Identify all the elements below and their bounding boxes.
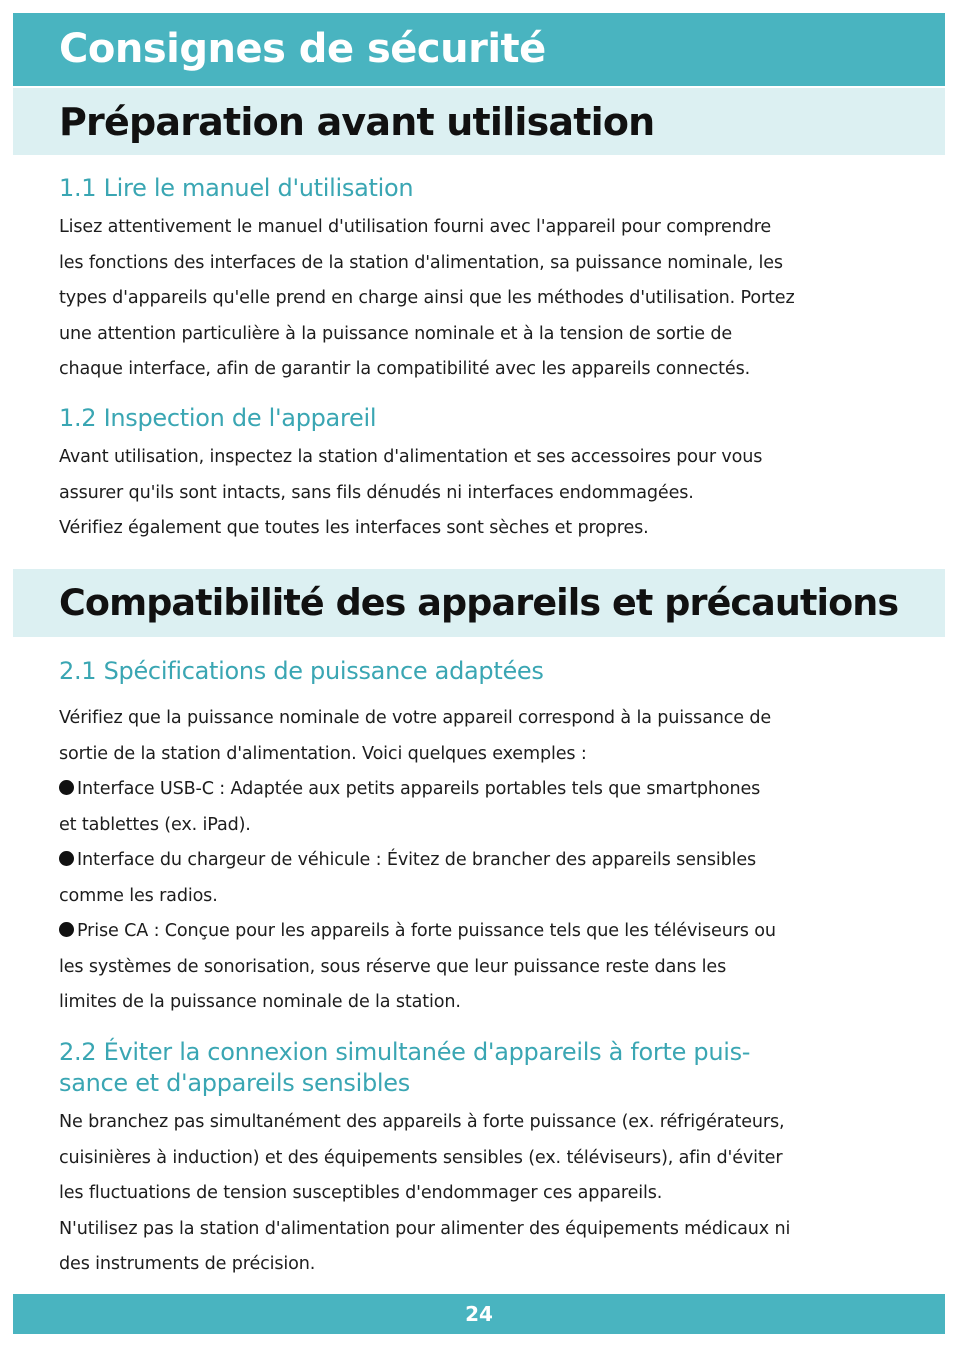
section-heading-compatibility: Compatibilité des appareils et précautions	[59, 581, 899, 624]
bullet-text: Prise CA : Conçue pour les appareils à forte puissance tels que les téléviseurs ou	[77, 921, 776, 941]
page-title: Consignes de sécurité	[59, 26, 546, 72]
text-line: et tablettes (ex. iPad).	[59, 814, 251, 835]
bullet-icon	[59, 851, 74, 866]
text-line: N'utilisez pas la station d'alimentation pour alimenter des équipements médicaux ni	[59, 1218, 791, 1239]
text-line: une attention particulière à la puissance nominale et à la tension de sortie de	[59, 323, 733, 344]
bullet-text: Interface USB-C : Adaptée aux petits appareils portables tels que smartphones	[77, 779, 761, 799]
subheading-1-1: 1.1 Lire le manuel d'utilisation	[59, 174, 414, 202]
paragraph-1-2	[59, 440, 909, 547]
section-heading-preparation: Préparation avant utilisation	[59, 100, 655, 144]
subheading-2-2-line2: sance et d'appareils sensibles	[59, 1069, 410, 1097]
page-title-bar	[13, 13, 945, 86]
section-band-compatibility	[13, 569, 945, 637]
subheading-2-2-line1: 2.2 Éviter la connexion simultanée d'appareils à forte puis-	[59, 1038, 751, 1066]
text-line: Vérifiez que la puissance nominale de votre appareil correspond à la puissance de	[59, 708, 772, 728]
bullet-text: Interface du chargeur de véhicule : Évitez de brancher des appareils sensibles	[77, 850, 757, 870]
subheading-2-1: 2.1 Spécifications de puissance adaptées	[59, 657, 544, 685]
text-line: les fluctuations de tension susceptibles d'endommager ces appareils.	[59, 1183, 663, 1203]
subheading-2-2	[59, 1037, 919, 1099]
text-line: Ne branchez pas simultanément des appareils à forte puissance (ex. réfrigérateurs,	[59, 1112, 785, 1132]
text-line: types d'appareils qu'elle prend en charge ainsi que les méthodes d'utilisation. Portez	[59, 288, 795, 308]
text-line: sortie de la station d'alimentation. Voici quelques exemples :	[59, 743, 587, 764]
text-line: Lisez attentivement le manuel d'utilisation fourni avec l'appareil pour comprendre	[59, 217, 772, 237]
bullet-icon	[59, 922, 74, 937]
text-line: des instruments de précision.	[59, 1254, 316, 1274]
subheading-1-2: 1.2 Inspection de l'appareil	[59, 404, 377, 432]
paragraph-2-2	[59, 1105, 909, 1283]
text-line: Vérifiez également que toutes les interfaces sont sèches et propres.	[59, 518, 649, 538]
bullet-icon	[59, 780, 74, 795]
section-band-preparation	[13, 88, 945, 155]
text-line: limites de la puissance nominale de la station.	[59, 992, 461, 1012]
text-line: comme les radios.	[59, 885, 218, 906]
text-line: Avant utilisation, inspectez la station d'alimentation et ses accessoires pour vous	[59, 447, 763, 467]
bullet-item-vehicle-charger	[59, 843, 909, 879]
bullet-item-usb-c	[59, 772, 909, 808]
text-line: assurer qu'ils sont intacts, sans fils dénudés ni interfaces endommagées.	[59, 482, 694, 503]
text-line: les systèmes de sonorisation, sous réserve que leur puissance reste dans les	[59, 956, 727, 977]
text-line: les fonctions des interfaces de la station d'alimentation, sa puissance nominale, les	[59, 252, 783, 273]
page-number: 24	[465, 1302, 493, 1326]
text-line: chaque interface, afin de garantir la compatibilité avec les appareils connectés.	[59, 359, 751, 379]
text-line: cuisinières à induction) et des équipements sensibles (ex. téléviseurs), afin d'éviter	[59, 1147, 783, 1168]
bullet-item-ac-outlet	[59, 914, 909, 950]
paragraph-1-1	[59, 210, 909, 388]
footer-bar	[13, 1294, 945, 1334]
paragraph-2-1	[59, 701, 909, 1021]
